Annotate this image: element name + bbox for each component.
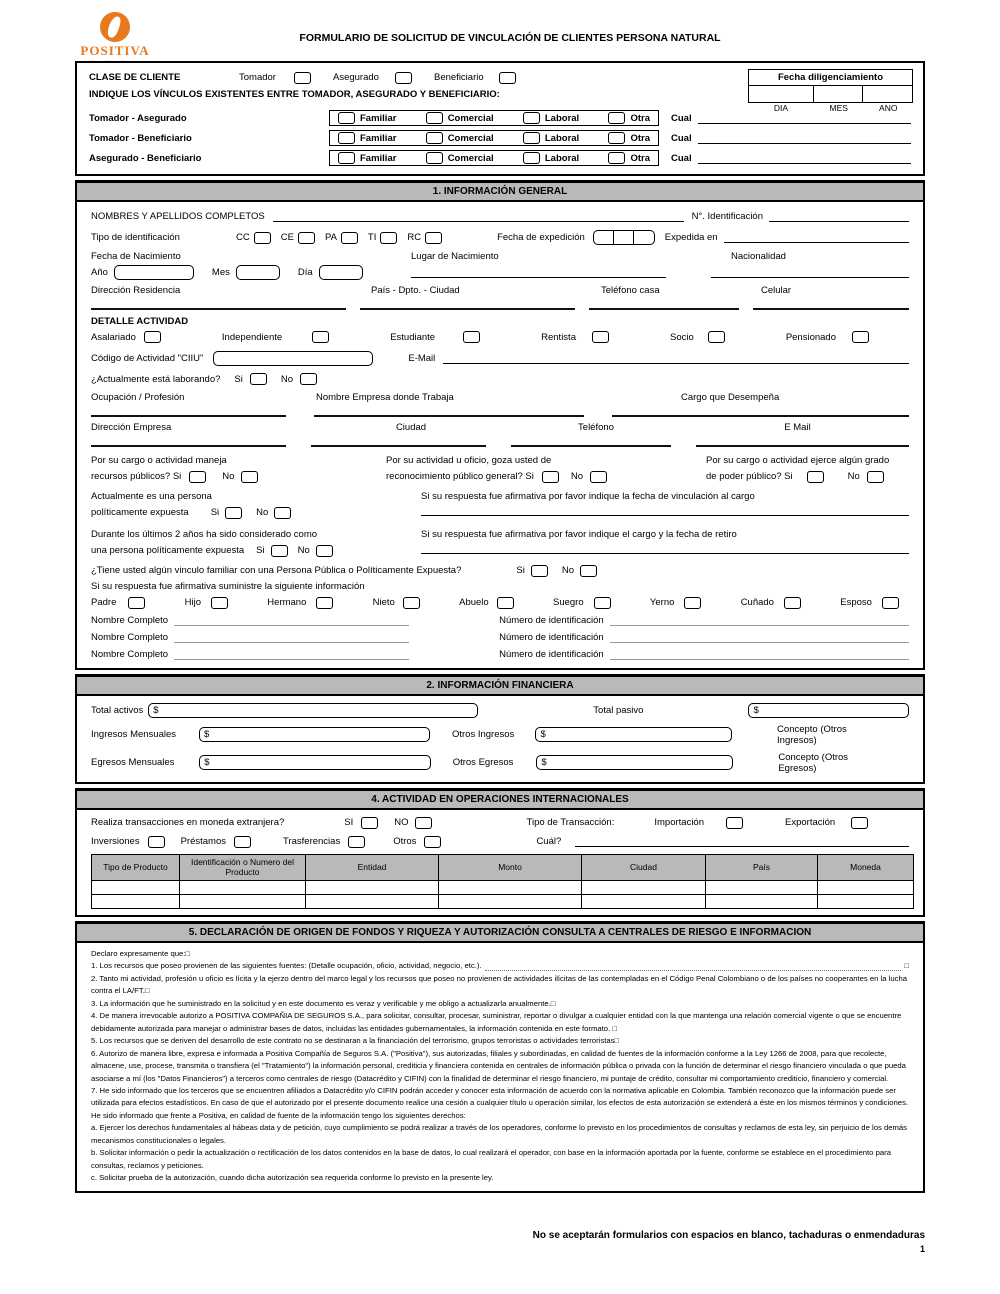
declaration-item: 7. He sido informado que los terceros que se encuentren afiliados a Datacrédito y/o CIFIN podrán acceder y conocer esta información de acuerdo con la normativa aplicable en Colombia. También reconozco que la información puede ser utilizada para efectos estadísticos. En caso de que el autorizado por el presente documento realice una cesión a cualquier título u operación similar, los efectos de esta autorización se extenderá a éste en los mismos términos y condiciones. He sido informado que frente a Positiva, en calidad de fuente de la información tengo los siguientes derechos: bbox=[91, 1086, 909, 1120]
nombres-label: NOMBRES Y APELLIDOS COMPLETOS bbox=[91, 211, 265, 222]
cargo-retiro-line[interactable] bbox=[421, 543, 909, 554]
ocupacion-line[interactable] bbox=[91, 415, 286, 417]
checkbox-comercial[interactable] bbox=[426, 152, 443, 164]
label-otra: Otra bbox=[630, 132, 650, 144]
label-comercial: Comercial bbox=[447, 152, 494, 164]
dollar-sign: $ bbox=[204, 757, 210, 769]
table-cell[interactable] bbox=[706, 894, 818, 908]
col-pais: País bbox=[706, 854, 818, 880]
ingresos-input[interactable] bbox=[199, 727, 430, 742]
label-dia: DIA bbox=[773, 103, 789, 113]
checkbox-yerno[interactable] bbox=[684, 597, 701, 609]
lugar-nacimiento-label: Lugar de Nacimiento bbox=[411, 251, 499, 262]
cual-question-label: Cuál? bbox=[536, 836, 562, 848]
no-label: NO bbox=[394, 817, 409, 829]
checkbox-moneda-no[interactable] bbox=[415, 817, 432, 829]
nacionalidad-label: Nacionalidad bbox=[731, 251, 786, 262]
checkbox-rentista[interactable] bbox=[592, 331, 609, 343]
label-independiente: Independiente bbox=[221, 331, 283, 343]
numero-id-label: Número de identificación bbox=[499, 614, 604, 626]
nombre-completo-label: Nombre Completo bbox=[91, 648, 169, 660]
total-activos-label: Total activos bbox=[91, 704, 144, 716]
si-label: Si bbox=[256, 544, 265, 556]
telefono-line[interactable] bbox=[511, 445, 671, 447]
cual-input-line[interactable] bbox=[698, 113, 911, 124]
nombre-completo-label: Nombre Completo bbox=[91, 631, 169, 643]
empresa-label: Nombre Empresa donde Trabaja bbox=[316, 392, 454, 403]
fecha-expedicion-label: Fecha de expedición bbox=[497, 232, 585, 243]
ciiu-label: Código de Actividad "CIIU" bbox=[91, 353, 204, 364]
question-recursos-publicos: Por su cargo o actividad maneja recursos públicos? Si No bbox=[91, 453, 386, 485]
vinculo-row-label: Tomador - Beneficiario bbox=[89, 132, 192, 144]
col-tipo-producto: Tipo de Producto bbox=[92, 854, 180, 880]
vinculo-options-row bbox=[329, 150, 659, 166]
checkbox-comercial[interactable] bbox=[426, 112, 443, 124]
question-pep-2anos: Durante los últimos 2 años ha sido considerado como una persona políticamente expuesta Si No bbox=[91, 527, 421, 559]
checkbox-familiar[interactable] bbox=[338, 152, 355, 164]
vinculo-options-row bbox=[329, 110, 659, 126]
col-identificacion-producto: Identificación o Numero del Producto bbox=[180, 854, 306, 880]
label-abuelo: Abuelo bbox=[459, 597, 489, 609]
checkbox-comercial[interactable] bbox=[426, 132, 443, 144]
otros-ingresos-input[interactable] bbox=[535, 727, 732, 742]
exportacion-label: Exportación bbox=[785, 817, 836, 829]
label-familiar: Familiar bbox=[360, 112, 397, 124]
trasferencias-label: Trasferencias bbox=[283, 836, 341, 848]
label-otra: Otra bbox=[630, 112, 650, 124]
label-estudiante: Estudiante bbox=[390, 331, 436, 343]
empresa-line[interactable] bbox=[314, 415, 584, 417]
fecha-expedicion-cells[interactable] bbox=[593, 230, 655, 245]
label-asalariado: Asalariado bbox=[91, 331, 136, 343]
checkbox-vinculo-no[interactable] bbox=[580, 565, 597, 577]
inversiones-label: Inversiones bbox=[91, 836, 140, 848]
no-label: No bbox=[570, 471, 584, 483]
label-comercial: Comercial bbox=[447, 112, 494, 124]
label-padre: Padre bbox=[91, 597, 117, 609]
checkbox-reconocimiento-no[interactable] bbox=[590, 471, 607, 483]
checkbox-socio[interactable] bbox=[708, 331, 725, 343]
checkbox-ti[interactable] bbox=[380, 232, 397, 244]
prestamos-label: Préstamos bbox=[180, 836, 226, 848]
checkbox-prestamos[interactable] bbox=[234, 836, 251, 848]
section-4-body bbox=[75, 810, 925, 917]
si-label: Si bbox=[234, 373, 243, 385]
checkbox-pep-si[interactable] bbox=[225, 507, 242, 519]
table-cell[interactable] bbox=[582, 880, 706, 894]
numero-id-label: Número de identificación bbox=[499, 648, 604, 660]
declaration-item: 5. Los recursos que se deriven del desarrollo de este contrato no se destinaran a la financiación del terrorismo, grupos terroristas o actividades terroristas□ bbox=[91, 1036, 620, 1046]
otros-ingresos-label: Otros Ingresos bbox=[451, 729, 515, 741]
dollar-sign: $ bbox=[753, 704, 759, 716]
label-cc: CC bbox=[236, 232, 250, 243]
page-number: 1 bbox=[919, 1244, 925, 1254]
otros-label: Otros bbox=[393, 836, 417, 848]
label-mes: MES bbox=[829, 103, 848, 113]
num-identificacion-label: N°. Identificación bbox=[691, 211, 763, 222]
pais-dpto-ciudad-label: País - Dpto. - Ciudad bbox=[371, 285, 460, 296]
telefono-casa-label: Teléfono casa bbox=[601, 285, 660, 296]
section-1-body bbox=[75, 202, 925, 670]
label-socio: Socio bbox=[670, 331, 694, 343]
option-tomador: Tomador bbox=[239, 72, 276, 83]
checkbox-poder-no[interactable] bbox=[867, 471, 884, 483]
question-vinculo-familiar: ¿Tiene usted algún vinculo familiar con una Persona Pública o Políticamente Expuesta? bbox=[91, 565, 462, 577]
total-pasivo-input[interactable] bbox=[748, 703, 909, 718]
col-moneda: Moneda bbox=[818, 854, 914, 880]
telefono-casa-line[interactable] bbox=[589, 308, 739, 310]
brand-name: POSITIVA bbox=[80, 43, 150, 58]
declaration-item: 3. La información que he suministrado en la solicitud y en este documento es veraz y verificable y me obligo a actualizarla anualmente.□ bbox=[91, 998, 556, 1008]
no-label: No bbox=[847, 471, 860, 483]
label-laboral: Laboral bbox=[544, 112, 580, 124]
checkbox-poder-si[interactable] bbox=[807, 471, 824, 483]
checkbox-reconocimiento-si[interactable] bbox=[542, 471, 559, 483]
label-pensionado: Pensionado bbox=[785, 331, 836, 343]
table-cell[interactable] bbox=[706, 880, 818, 894]
table-cell[interactable] bbox=[180, 894, 306, 908]
checkbox-moneda-si[interactable] bbox=[361, 817, 378, 829]
checkbox-inversiones[interactable] bbox=[148, 836, 165, 848]
positiva-logo-icon bbox=[100, 12, 130, 42]
fuentes-fill-line[interactable] bbox=[485, 962, 902, 971]
label-esposo: Esposo bbox=[840, 597, 872, 609]
ciudad-line[interactable] bbox=[311, 445, 486, 447]
direccion-empresa-line[interactable] bbox=[91, 445, 286, 447]
checkbox-nieto[interactable] bbox=[403, 597, 420, 609]
table-cell[interactable] bbox=[582, 894, 706, 908]
dia-label: Día bbox=[297, 267, 313, 278]
table-cell[interactable] bbox=[818, 880, 914, 894]
form-title: FORMULARIO DE SOLICITUD DE VINCULACIÓN DE CLIENTES PERSONA NATURAL bbox=[299, 32, 721, 44]
footer bbox=[533, 1230, 925, 1254]
question-poder-publico: Por su cargo o actividad ejerce algún grado de poder público? Si No bbox=[706, 453, 909, 485]
tipo-transaccion-label: Tipo de Transacción: bbox=[526, 817, 615, 829]
nombre-completo-line[interactable] bbox=[174, 649, 409, 660]
option-asegurado: Asegurado bbox=[333, 72, 379, 83]
checkbox-tomador[interactable] bbox=[294, 72, 311, 84]
no-label: No bbox=[256, 507, 269, 519]
col-ciudad: Ciudad bbox=[582, 854, 706, 880]
label-ano: ANO bbox=[879, 103, 898, 113]
section-1-header: 1. INFORMACIÓN GENERAL bbox=[75, 180, 925, 202]
vinculo-row-label: Asegurado - Beneficiario bbox=[89, 152, 202, 164]
label-pa: PA bbox=[324, 232, 337, 243]
section-2-header: 2. INFORMACIÓN FINANCIERA bbox=[75, 674, 925, 696]
checkbox-exportacion[interactable] bbox=[851, 817, 868, 829]
mes-input[interactable] bbox=[236, 265, 280, 280]
declaration-item: 2. Tanto mi actividad, profesión u oficio es lícita y la ejerzo dentro del marco legal y los recursos que poseo no provienen de actividades ilícitas de las contempladas en el Código Penal Colombiano o de los países no cooperantes en la lucha contra el LA/FT.□ bbox=[91, 973, 908, 996]
checkbox-pep-no[interactable] bbox=[274, 507, 291, 519]
checkbox-asegurado[interactable] bbox=[395, 72, 412, 84]
nombres-input-line[interactable] bbox=[273, 211, 684, 222]
cual-input-line[interactable] bbox=[698, 133, 911, 144]
concepto-otros-egresos-label: Concepto (Otros Egresos) bbox=[778, 751, 849, 774]
checkbox-cc[interactable] bbox=[254, 232, 271, 244]
direccion-residencia-label: Dirección Residencia bbox=[91, 285, 181, 296]
tipo-identificacion-label: Tipo de identificación bbox=[91, 232, 180, 243]
label-ce: CE bbox=[280, 232, 294, 243]
table-row bbox=[92, 894, 914, 908]
si-label: Si bbox=[210, 507, 220, 519]
checkbox-otra[interactable] bbox=[608, 152, 625, 164]
checkbox-pa[interactable] bbox=[341, 232, 358, 244]
cual-label: Cual bbox=[671, 152, 692, 164]
question-pep-actual: Actualmente es una persona políticamente expuesta Si No bbox=[91, 489, 421, 521]
label-ti: TI bbox=[367, 232, 377, 243]
clase-cliente-label: CLASE DE CLIENTE bbox=[89, 72, 181, 83]
celular-label: Celular bbox=[761, 285, 792, 296]
numero-id-label: Número de identificación bbox=[499, 631, 604, 643]
dollar-sign: $ bbox=[540, 729, 546, 741]
expedida-en-label: Expedida en bbox=[664, 232, 718, 243]
table-cell[interactable] bbox=[92, 880, 180, 894]
vinculo-row-label: Tomador - Asegurado bbox=[89, 112, 187, 124]
total-activos-input[interactable] bbox=[148, 703, 478, 718]
table-cell[interactable] bbox=[180, 880, 306, 894]
numero-id-line[interactable] bbox=[610, 615, 909, 626]
ano-input[interactable] bbox=[114, 265, 194, 280]
importacion-label: Importación bbox=[654, 817, 704, 829]
vinculo-familiar-note: Si su respuesta fue afirmativa suministre la siguiente información bbox=[91, 580, 365, 592]
checkbox-familiar[interactable] bbox=[338, 132, 355, 144]
cual-transaccion-line[interactable] bbox=[575, 836, 909, 847]
ano-label: Año bbox=[91, 267, 108, 278]
col-entidad: Entidad bbox=[306, 854, 439, 880]
checkbox-padre[interactable] bbox=[128, 597, 145, 609]
otros-egresos-label: Otros Egresos bbox=[452, 757, 514, 769]
cargo-label: Cargo que Desempeña bbox=[681, 392, 780, 403]
ciiu-input[interactable] bbox=[213, 351, 373, 366]
question-reconocimiento: Por su actividad u oficio, goza usted de reconocimiento público general? Si No bbox=[386, 453, 706, 485]
dollar-sign: $ bbox=[204, 729, 210, 741]
cargo-line[interactable] bbox=[612, 415, 909, 417]
egresos-input[interactable] bbox=[199, 755, 430, 770]
laborando-label: ¿Actualmente está laborando? bbox=[91, 373, 221, 385]
ocupacion-label: Ocupación / Profesión bbox=[91, 392, 185, 403]
detalle-actividad-heading: DETALLE ACTIVIDAD bbox=[91, 316, 189, 327]
cual-input-line[interactable] bbox=[698, 153, 911, 164]
no-label: No bbox=[561, 565, 574, 577]
section-5-body bbox=[75, 943, 925, 1193]
label-rentista: Rentista bbox=[541, 331, 576, 343]
vinculos-heading: INDIQUE LOS VÍNCULOS EXISTENTES ENTRE TOMADOR, ASEGURADO Y BENEFICIARIO: bbox=[89, 89, 500, 100]
section-4-header: 4. ACTIVIDAD EN OPERACIONES INTERNACIONALES bbox=[75, 788, 925, 810]
checkbox-beneficiario[interactable] bbox=[499, 72, 516, 84]
checkbox-cunado[interactable] bbox=[784, 597, 801, 609]
egresos-mensuales-label: Egresos Mensuales bbox=[91, 757, 175, 769]
nombre-completo-line[interactable] bbox=[174, 632, 409, 643]
telefono-label: Teléfono bbox=[578, 422, 614, 433]
nacionalidad-line[interactable] bbox=[711, 267, 909, 278]
pais-dpto-line[interactable] bbox=[360, 308, 575, 310]
email-label: E-Mail bbox=[408, 353, 436, 364]
checkbox-abuelo[interactable] bbox=[497, 597, 514, 609]
box-glyph: □ bbox=[904, 961, 909, 971]
si-label: SI bbox=[344, 817, 354, 829]
email-line[interactable] bbox=[443, 353, 909, 364]
checkbox-rc[interactable] bbox=[425, 232, 442, 244]
table-cell[interactable] bbox=[306, 880, 439, 894]
dia-input[interactable] bbox=[319, 265, 363, 280]
footer-note: No se aceptarán formularios con espacios en blanco, tachaduras o enmendaduras bbox=[532, 1230, 925, 1241]
checkbox-recursos-si[interactable] bbox=[189, 471, 206, 483]
fecha-nacimiento-label: Fecha de Nacimiento bbox=[91, 251, 181, 262]
no-label: No bbox=[280, 373, 293, 385]
checkbox-asalariado[interactable] bbox=[144, 331, 161, 343]
direccion-empresa-label: Dirección Empresa bbox=[91, 422, 172, 433]
label-familiar: Familiar bbox=[360, 152, 397, 164]
label-nieto: Nieto bbox=[372, 597, 395, 609]
si-label: Si bbox=[516, 565, 525, 577]
label-rc: RC bbox=[407, 232, 422, 243]
label-suegro: Suegro bbox=[553, 597, 584, 609]
checkbox-hijo[interactable] bbox=[211, 597, 228, 609]
nombre-completo-label: Nombre Completo bbox=[91, 614, 169, 626]
checkbox-estudiante[interactable] bbox=[463, 331, 480, 343]
celular-line[interactable] bbox=[753, 308, 909, 310]
declaration-intro: Declaro expresamente que:□ bbox=[91, 948, 191, 958]
table-cell[interactable] bbox=[439, 880, 582, 894]
section-5-header: 5. DECLARACIÓN DE ORIGEN DE FONDOS Y RIQUEZA Y AUTORIZACIÓN CONSULTA A CENTRALES DE RIESGO E INFORMACION bbox=[75, 921, 925, 943]
table-cell[interactable] bbox=[439, 894, 582, 908]
checkbox-familiar[interactable] bbox=[338, 112, 355, 124]
concepto-otros-ingresos-label: Concepto (Otros Ingresos) bbox=[777, 723, 847, 746]
expedida-en-line[interactable] bbox=[724, 232, 909, 243]
checkbox-esposo[interactable] bbox=[882, 597, 899, 609]
direccion-residencia-line[interactable] bbox=[91, 308, 346, 310]
checkbox-hermano[interactable] bbox=[316, 597, 333, 609]
clase-cliente-box bbox=[75, 61, 925, 176]
pep-fecha-vinculacion: Si su respuesta fue afirmativa por favor indique la fecha de vinculación al cargo bbox=[421, 489, 909, 522]
email2-label: E Mail bbox=[784, 422, 811, 433]
label-cunado: Cuñado bbox=[740, 597, 774, 609]
label-hijo: Hijo bbox=[184, 597, 202, 609]
declaration-item: 4. De manera irrevocable autorizo a POSITIVA COMPAÑIA DE SEGUROS S.A., para solicitar, consultar, procesar, suministrar, reportar o divulgar a cualquier entidad con la que mantenga una relación comercial vigente o que se encuentre debidamente autorizada para manejar o administrar bases de datos, incluidas las entidades gubernamentales, la información contenida en este formato. □ bbox=[91, 1011, 902, 1033]
checkbox-suegro[interactable] bbox=[594, 597, 611, 609]
checkbox-pep2-no[interactable] bbox=[316, 545, 333, 557]
checkbox-laborando-no[interactable] bbox=[300, 373, 317, 385]
positiva-logo bbox=[75, 12, 155, 64]
total-pasivo-label: Total pasivo bbox=[593, 704, 644, 716]
table-cell[interactable] bbox=[92, 894, 180, 908]
label-comercial: Comercial bbox=[447, 132, 494, 144]
checkbox-laboral[interactable] bbox=[523, 152, 540, 164]
checkbox-importacion[interactable] bbox=[726, 817, 743, 829]
dollar-sign: $ bbox=[153, 704, 159, 716]
checkbox-vinculo-si[interactable] bbox=[531, 565, 548, 577]
form-header bbox=[75, 0, 925, 58]
table-cell[interactable] bbox=[306, 894, 439, 908]
declaration-item: c. Solicitar prueba de la autorización, cuando dicha autorización sea requerida conforme lo previsto en la presente ley. bbox=[91, 1173, 494, 1183]
no-label: No bbox=[222, 471, 235, 483]
lugar-nacimiento-line[interactable] bbox=[411, 267, 666, 278]
checkbox-otros[interactable] bbox=[424, 836, 441, 848]
label-otra: Otra bbox=[630, 152, 650, 164]
mes-label: Mes bbox=[211, 267, 230, 278]
checkbox-otra[interactable] bbox=[608, 132, 625, 144]
nombre-completo-line[interactable] bbox=[174, 615, 409, 626]
dollar-sign: $ bbox=[541, 757, 547, 769]
email2-line[interactable] bbox=[696, 445, 909, 447]
col-monto: Monto bbox=[439, 854, 582, 880]
no-label: No bbox=[297, 544, 310, 556]
label-familiar: Familiar bbox=[360, 132, 397, 144]
declaration-item: 1. Los recursos que poseo provienen de las siguientes fuentes: (Detalle ocupación, oficio, actividad, negocio, etc.). □ bbox=[91, 960, 909, 972]
checkbox-ce[interactable] bbox=[298, 232, 315, 244]
label-hermano: Hermano bbox=[267, 597, 307, 609]
checkbox-independiente[interactable] bbox=[312, 331, 329, 343]
table-cell[interactable] bbox=[818, 894, 914, 908]
declaration-item: 6. Autorizo de manera libre, expresa e informada a Positiva Compañía de Seguros S.A. ("Positiva"), sus autorizadas, filiales y subordinadas, en calidad de fuentes de la información conforme a la Ley 1266 de 2008, para que recolecte, almacene, use, procese, transmita o transfiera (el "Tratamiento") la información personal, crediticia y financiera contenida en centrales de información pública o privada con la función de determinar el riesgo financiero vinculada o que pueda asociarse a mí (los "Datos Financieros") a terceros como centrales de riesgo (Datacrédito y CIFIN) con la finalidad de determinar el riesgo financiero, mi puntaje de crédito, consultar mi comportamiento crediticio, financiero y comercial. bbox=[91, 1048, 906, 1083]
productos-table bbox=[91, 854, 914, 909]
checkbox-laboral[interactable] bbox=[523, 132, 540, 144]
checkbox-laborando-si[interactable] bbox=[250, 373, 267, 385]
checkbox-pep2-si[interactable] bbox=[271, 545, 288, 557]
ciudad-label: Ciudad bbox=[395, 422, 427, 433]
cual-label: Cual bbox=[671, 112, 692, 124]
label-laboral: Laboral bbox=[544, 152, 580, 164]
checkbox-laboral[interactable] bbox=[523, 112, 540, 124]
ingresos-mensuales-label: Ingresos Mensuales bbox=[91, 729, 177, 741]
pep-cargo-retiro: Si su respuesta fue afirmativa por favor indique el cargo y la fecha de retiro bbox=[421, 527, 909, 560]
checkbox-otra[interactable] bbox=[608, 112, 625, 124]
fecha-diligenciamiento-title: Fecha diligenciamiento bbox=[749, 70, 912, 86]
table-row bbox=[92, 880, 914, 894]
cual-label: Cual bbox=[671, 132, 692, 144]
checkbox-recursos-no[interactable] bbox=[241, 471, 258, 483]
fecha-diligenciamiento bbox=[748, 69, 913, 113]
vinculo-options-row bbox=[329, 130, 659, 146]
declaration-item: a. Ejercer los derechos fundamentales al hábeas data y de petición, cuyo cumplimiento se podrá realizar a través de los operadores, conforme lo previsto en los procedimientos de consultas y reclamos de esta ley, sin perjuicio de los demás mecanismos constitucionales o legales. bbox=[91, 1123, 908, 1145]
label-laboral: Laboral bbox=[544, 132, 580, 144]
label-yerno: Yerno bbox=[649, 597, 675, 609]
declaration-item: b. Solicitar información o pedir la actualización o rectificación de los datos contenidos en la base de datos, lo cual realizará el operador, con base en la información aportada por la fuente, conforme se establece en el procedimiento para consultas, reclamos y peticiones. bbox=[91, 1148, 891, 1170]
numero-id-line[interactable] bbox=[610, 632, 909, 643]
fecha-vinculacion-line[interactable] bbox=[421, 505, 909, 516]
option-beneficiario: Beneficiario bbox=[434, 72, 484, 83]
numero-id-line[interactable] bbox=[610, 649, 909, 660]
otros-egresos-input[interactable] bbox=[536, 755, 733, 770]
fecha-ano-cell[interactable] bbox=[863, 86, 912, 102]
fecha-dia-cell[interactable] bbox=[749, 86, 814, 102]
num-identificacion-line[interactable] bbox=[769, 211, 909, 222]
section-2-body bbox=[75, 696, 925, 784]
fecha-mes-cell[interactable] bbox=[814, 86, 863, 102]
checkbox-trasferencias[interactable] bbox=[348, 836, 365, 848]
moneda-extranjera-question: Realiza transacciones en moneda extranjera? bbox=[91, 817, 285, 829]
checkbox-pensionado[interactable] bbox=[852, 331, 869, 343]
